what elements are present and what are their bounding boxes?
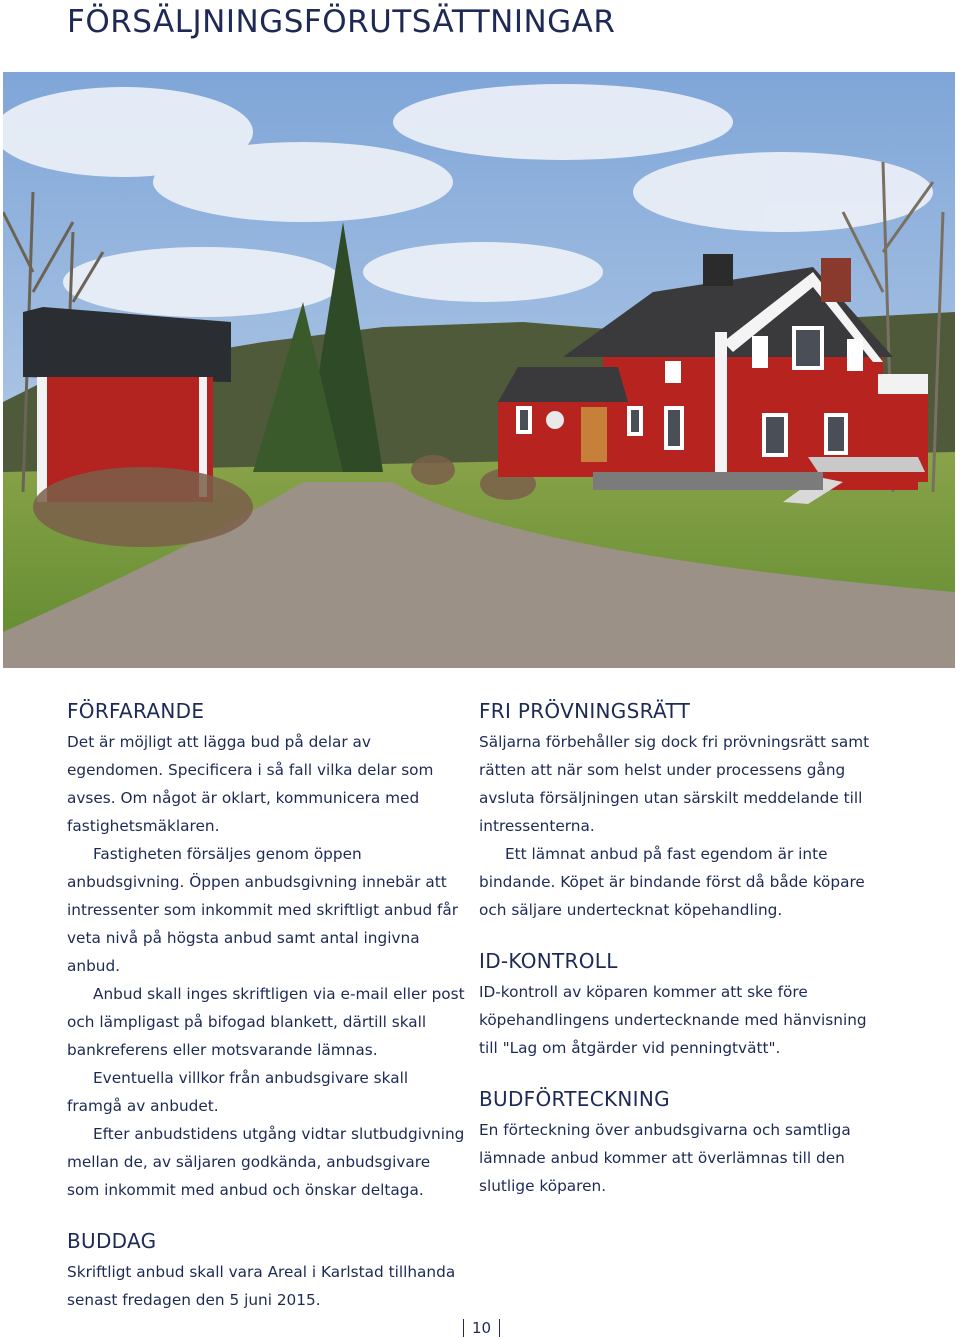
id-kontroll-paragraph: ID-kontroll av köparen kommer att ske före köpehandlingens undertecknande med hänvisning till "Lag om åtgärder vid penningtvätt".: [479, 983, 867, 1057]
spacer: [67, 1204, 467, 1226]
forfarande-paragraph-2: Fastigheten försäljes genom öppen anbudsgivning. Öppen anbudsgivning innebär att intressenter som inkommit med skriftligt anbud får veta nivå på högsta anbud samt antal ingivna anbud.: [67, 845, 459, 975]
id-kontroll-heading: ID-KONTROLL: [479, 949, 618, 973]
fri-provningsratt-heading: FRI PRÖVNINGSRÄTT: [479, 699, 691, 723]
property-photo: [3, 72, 955, 668]
forfarande-paragraph-1: Det är möjligt att lägga bud på delar av egendomen. Specificera i så fall vilka delar som avses. Om något är oklart, kommunicera med fastighetsmäklaren.: [67, 733, 434, 835]
forfarande-heading: FÖRFARANDE: [67, 699, 205, 723]
forfarande-paragraph-4: Eventuella villkor från anbudsgivare skall framgå av anbudet.: [67, 1069, 409, 1115]
fri-provningsratt-paragraph-2: Ett lämnat anbud på fast egendom är inte bindande. Köpet är bindande först då både köpare och säljare undertecknat köpehandling.: [479, 845, 865, 919]
forfarande-paragraph-3: Anbud skall inges skriftligen via e-mail eller post och lämpligast på bifogad blankett, därtill skall bankreferens eller motsvarande lämnas.: [67, 985, 465, 1059]
fri-provningsratt-paragraph-1: Säljarna förbehåller sig dock fri prövningsrätt samt rätten att när som helst under processens gång avsluta försäljningen utan särskilt meddelande till intressenterna.: [479, 733, 870, 835]
page-number: 10: [463, 1319, 500, 1337]
spacer: [479, 924, 889, 946]
budforteckning-heading: BUDFÖRTECKNING: [479, 1087, 670, 1111]
right-column: [479, 696, 889, 1200]
forfarande-paragraph-5: Efter anbudstidens utgång vidtar slutbudgivning mellan de, av säljaren godkända, anbudsgivare som inkommit med anbud och önskar deltaga.: [67, 1125, 465, 1199]
buddag-paragraph: Skriftligt anbud skall vara Areal i Karlstad tillhanda senast fredagen den 5 juni 2015.: [67, 1263, 456, 1309]
left-column: [67, 696, 467, 1314]
page-title: FÖRSÄLJNINGSFÖRUTSÄTTNINGAR: [67, 4, 616, 40]
budforteckning-paragraph: En förteckning över anbudsgivarna och samtliga lämnade anbud kommer att överlämnas till den slutlige köparen.: [479, 1121, 851, 1195]
buddag-heading: BUDDAG: [67, 1229, 157, 1253]
spacer: [479, 1062, 889, 1084]
